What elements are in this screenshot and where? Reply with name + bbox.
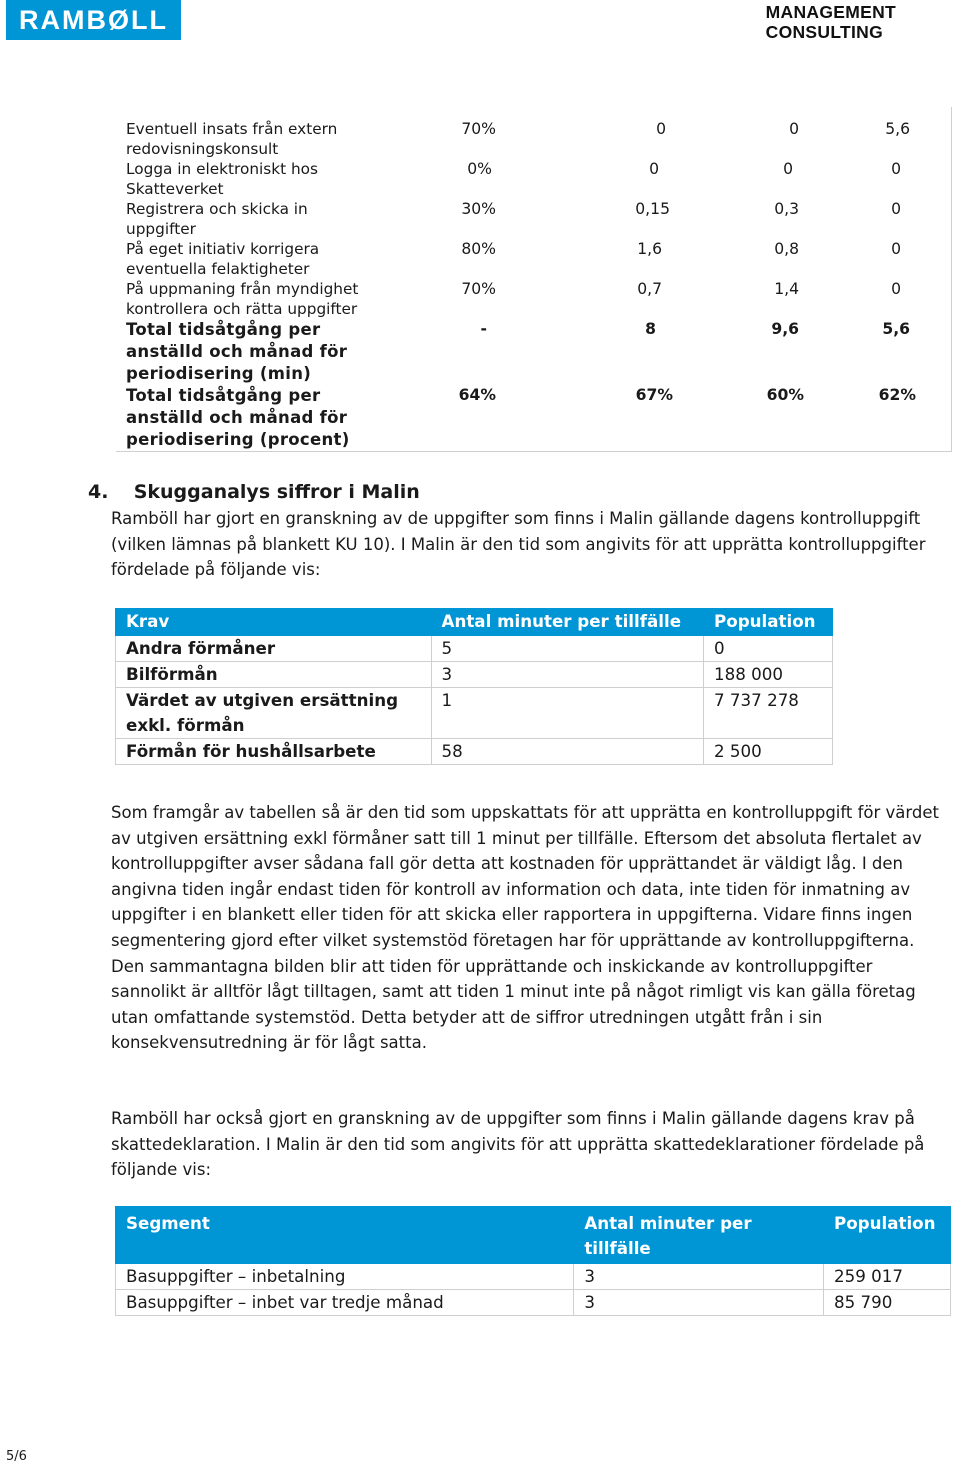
ku-table — [115, 608, 833, 765]
row-label: Logga in elektroniskt hos Skatteverket — [126, 160, 318, 198]
cell: 1,6 — [637, 240, 662, 258]
tax-table — [115, 1206, 951, 1316]
table-header-row — [116, 1207, 951, 1264]
cell: 0% — [467, 160, 492, 178]
cell: 0 — [704, 636, 833, 662]
cell: 0 — [891, 240, 901, 258]
cell: 188 000 — [704, 662, 833, 688]
cell: 0,8 — [774, 240, 799, 258]
table-row — [116, 688, 833, 739]
cell: 5 — [431, 636, 703, 662]
cell: 8 — [645, 320, 656, 338]
column-header: Segment — [116, 1207, 574, 1264]
cell: 5,6 — [882, 320, 910, 338]
table-row — [116, 739, 833, 765]
cell: Basuppgifter – inbet var tredje månad — [116, 1290, 574, 1316]
cell: 80% — [461, 240, 496, 258]
table-row — [116, 1264, 951, 1290]
column-header: Population — [704, 609, 833, 636]
cell: 9,6 — [771, 320, 799, 338]
ramboll-logo — [6, 0, 181, 40]
brand-line-2: CONSULTING — [765, 22, 884, 42]
cell: 2 500 — [704, 739, 833, 765]
cell: Förmån för hushållsarbete — [116, 739, 432, 765]
row-label: Eventuell insats från extern redovisningskonsult — [126, 120, 338, 158]
cell: 0 — [783, 160, 793, 178]
time-table — [116, 107, 952, 452]
table-row — [116, 1290, 951, 1316]
cell: 0,7 — [637, 280, 662, 298]
column-header: Krav — [116, 609, 432, 636]
cell: 1 — [431, 688, 703, 739]
column-header: Antal minuter per tillfälle — [431, 609, 703, 636]
row-label: På uppmaning från myndighet kontrollera och rätta uppgifter — [126, 280, 359, 318]
row-label: Registrera och skicka in uppgifter — [126, 200, 308, 238]
cell: 0 — [656, 120, 666, 138]
cell: 67% — [635, 386, 673, 404]
analysis-paragraph: Som framgår av tabellen så är den tid som uppskattats för att upprätta en kontrolluppgift för värdet av utgiven ersättning exkl förmåner satt till 1 minut per tillfälle. Eftersom det absoluta flertalet av kontrolluppgifter avser sådana fall gör detta att kostnaden för upprättandet är väldigt låg. I den angivna tiden ingår endast tiden för kontroll av information och data, inte tiden för inmatning av uppgifter i en blankett eller tiden för att skicka eller rapportera in uppgifterna. Vidare finns ingen segmentering gjord efter vilket systemstöd företagen har för upprättande av kontrolluppgifterna. Den sammantagna bilden blir att tiden för upprättande och inskickande av kontrolluppgifter sannolikt är alltför lågt tilltagen, samt att tiden 1 minut inte på något rimligt vis kan gälla företag utan omfattande systemstöd. Detta betyder att de siffror utredningen utgått från i sin konsekvensutredning är för lågt satta. — [111, 803, 940, 1053]
cell: 62% — [878, 386, 916, 404]
cell: 3 — [431, 662, 703, 688]
cell: 3 — [574, 1290, 824, 1316]
row-label: Total tidsåtgång per anställd och månad för periodisering (procent) — [126, 386, 350, 449]
cell: Andra förmåner — [116, 636, 432, 662]
column-header: Antal minuter per tillfälle — [574, 1207, 824, 1264]
cell: Basuppgifter – inbetalning — [116, 1264, 574, 1290]
cell: 1,4 — [774, 280, 799, 298]
section-intro: Ramböll har gjort en granskning av de uppgifter som finns i Malin gällande dagens kontrolluppgift (vilken lämnas på blankett KU 10). I Malin är den tid som angivits för att upprätta kontrolluppgifter fördelade på följande vis: — [111, 509, 926, 580]
cell: 85 790 — [823, 1290, 950, 1316]
cell: Värdet av utgiven ersättning exkl. förmån — [116, 688, 432, 739]
cell: 7 737 278 — [704, 688, 833, 739]
section-heading — [88, 480, 420, 504]
cell: 0 — [891, 280, 901, 298]
cell: 259 017 — [823, 1264, 950, 1290]
cell: 70% — [461, 120, 496, 138]
cell: 3 — [574, 1264, 824, 1290]
table-row — [116, 636, 833, 662]
tax-paragraph: Ramböll har också gjort en granskning av de uppgifter som finns i Malin gällande dagens krav på skattedeklaration. I Malin är den tid som angivits för att upprätta skattedeklarationer fördelade på följande vis: — [111, 1109, 925, 1180]
cell: 0 — [789, 120, 799, 138]
page-number: 5/6 — [6, 1449, 27, 1464]
cell: 0 — [891, 200, 901, 218]
cell: 5,6 — [885, 120, 910, 138]
cell: Bilförmån — [116, 662, 432, 688]
cell: 30% — [461, 200, 496, 218]
brand-line-1: MANAGEMENT — [765, 2, 896, 22]
row-label: Total tidsåtgång per anställd och månad för periodisering (min) — [126, 320, 348, 383]
cell: 0,15 — [635, 200, 670, 218]
cell: 0 — [891, 160, 901, 178]
table-header-row — [116, 609, 833, 636]
cell: - — [480, 320, 487, 338]
row-label: På eget initiativ korrigera eventuella felaktigheter — [126, 240, 320, 278]
column-header: Population — [823, 1207, 950, 1264]
cell: 64% — [458, 386, 496, 404]
cell: 60% — [766, 386, 804, 404]
cell: 0 — [649, 160, 659, 178]
table-row — [116, 662, 833, 688]
cell: 70% — [461, 280, 496, 298]
section-number: 4. — [88, 481, 109, 503]
cell: 58 — [431, 739, 703, 765]
section-title: Skugganalys siffror i Malin — [133, 481, 420, 503]
logo-text: RAMBØLL — [19, 4, 168, 35]
cell: 0,3 — [774, 200, 799, 218]
brand-title — [766, 2, 896, 42]
